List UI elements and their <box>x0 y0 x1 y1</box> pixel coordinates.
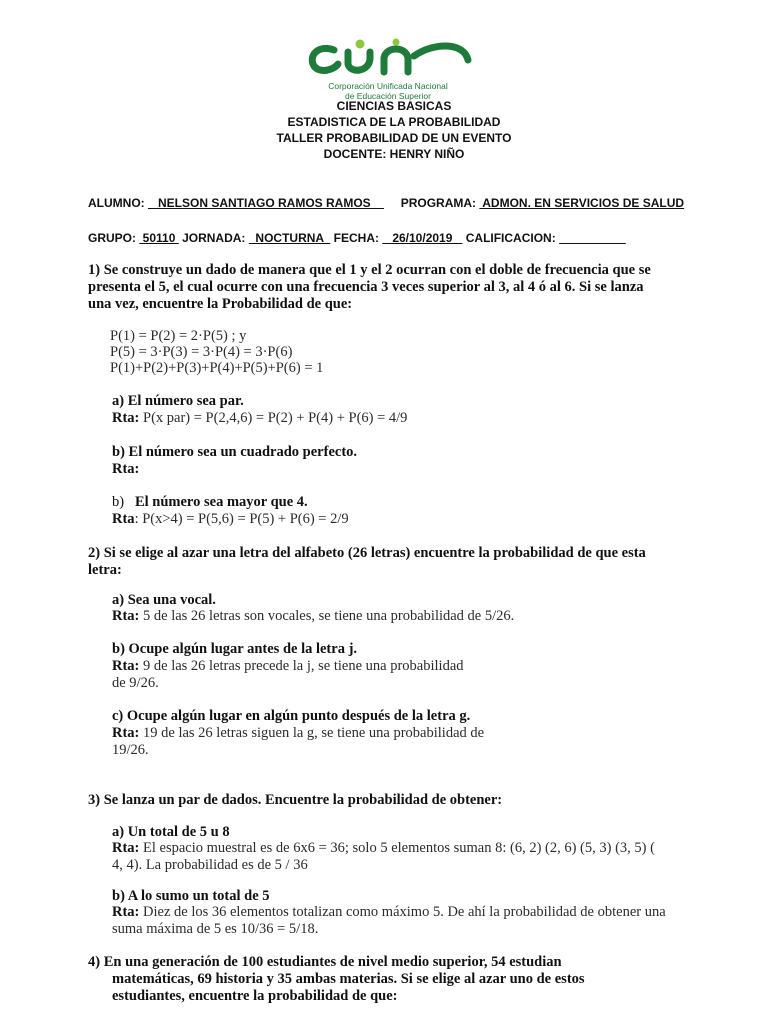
q1-line2: presenta el 5, el cual ocurre con una frecuencia 3 veces superior al 3, al 4 ó al 6. Si se lanza <box>88 279 644 295</box>
q3-a-answer2: 4, 4). La probabilidad es de 5 / 36 <box>112 857 308 873</box>
q2-b-answer-line <box>112 658 464 675</box>
header-subject: ESTADISTICA DE LA PROBABILIDAD <box>287 115 501 129</box>
q2-b-label: b) Ocupe algún lugar antes de la letra j. <box>112 641 358 657</box>
q1-b-label: b) El número sea un cuadrado perfecto. <box>112 444 358 460</box>
q1-a-rta: Rta: <box>112 410 140 426</box>
header-teacher: DOCENTE: HENRY NIÑO <box>323 147 465 161</box>
q1-c-answer: : P(x>4) = P(5,6) = P(5) + P(6) = 2/9 <box>134 511 349 527</box>
q3-a-answer1: El espacio muestral es de 6x6 = 36; solo 5 elementos suman 8: (6, 2) (2, 6) (5, 3) (3, 5) ( <box>139 840 655 856</box>
q2-a-answer-line <box>112 608 514 625</box>
alumno-value: NELSON SANTIAGO RAMOS RAMOS <box>148 196 385 210</box>
header-course: CIENCIAS BASICAS <box>336 99 452 113</box>
q3-b-answer1: Diez de los 36 elementos totalizan como máximo 5. De ahí la probabilidad de obtener una <box>139 904 666 920</box>
q3-a-rta: Rta: <box>112 840 140 856</box>
q1-c-rta: Rta <box>112 511 135 527</box>
q2-c-rta: Rta: <box>112 725 140 741</box>
q2-c-answer2: 19/26. <box>112 742 149 758</box>
brand-name-line2: de Educación Superior <box>344 91 431 101</box>
q1-c-prefix: b) <box>112 494 135 510</box>
jornada-label: JORNADA: <box>182 231 246 245</box>
q3-line1: 3) Se lanza un par de dados. Encuentre la probabilidad de obtener: <box>88 792 503 808</box>
grupo-label: GRUPO: <box>88 231 136 245</box>
q2-c-label: c) Ocupe algún lugar en algún punto después de la letra g. <box>112 708 471 724</box>
jornada-value: NOCTURNA <box>248 231 331 245</box>
q3-b-answer-line <box>112 904 666 921</box>
q2-b-answer2: de 9/26. <box>112 675 159 691</box>
q2-c-answer1: 19 de las 26 letras siguen la g, se tiene una probabilidad de <box>139 725 485 741</box>
q2-line1: 2) Si se elige al azar una letra del alfabeto (26 letras) encuentre la probabilidad de que esta <box>88 545 646 561</box>
q4-line1: 4) En una generación de 100 estudiantes de nivel medio superior, 54 estudian <box>88 954 562 970</box>
q3-a-answer-line <box>112 840 655 857</box>
q1-a-answer-line <box>112 410 407 427</box>
q1-eq3: P(1)+P(2)+P(3)+P(4)+P(5)+P(6) = 1 <box>110 360 324 376</box>
q4-line2: matemáticas, 69 historia y 35 ambas materias. Si se elige al azar uno de estos <box>112 971 585 987</box>
q1-a-answer: P(x par) = P(2,4,6) = P(2) + P(4) + P(6) = 4/9 <box>139 410 408 426</box>
grupo-value: 50110 <box>139 231 179 245</box>
q2-line2: letra: <box>88 562 122 578</box>
q4-line3: estudiantes, encuentre la probabilidad de que: <box>112 988 398 1004</box>
programa-value: ADMON. EN SERVICIOS DE SALUD <box>479 196 685 210</box>
programa-label: PROGRAMA: <box>400 196 477 210</box>
q3-b-rta: Rta: <box>112 904 140 920</box>
q3-b-label: b) A lo sumo un total de 5 <box>112 888 270 904</box>
q1-c-answer-line <box>112 511 349 528</box>
q1-c-label-line <box>112 494 308 511</box>
q1-line3: una vez, encuentre la Probabilidad de que: <box>88 296 353 312</box>
student-row <box>88 196 684 210</box>
calificacion-value <box>559 231 626 245</box>
calificacion-label: CALIFICACION: <box>465 231 556 245</box>
q1-a-label: a) El número sea par. <box>112 393 244 409</box>
q3-b-answer2: suma máxima de 5 es 10/36 = 5/18. <box>112 921 319 937</box>
q2-c-answer-line <box>112 725 484 742</box>
header-workshop: TALLER PROBABILIDAD DE UN EVENTO <box>276 131 512 145</box>
q2-b-answer1: 9 de las 26 letras precede la j, se tiene una probabilidad <box>139 658 464 674</box>
q1-c-label: El número sea mayor que 4. <box>134 494 308 510</box>
fecha-value: 26/10/2019 <box>382 231 463 245</box>
brand-name-line1: Corporación Unificada Nacional <box>328 81 448 91</box>
fecha-label: FECHA: <box>333 231 379 245</box>
q3-a-label: a) Un total de 5 u 8 <box>112 824 230 840</box>
q1-b-rta: Rta: <box>112 461 140 477</box>
q1-eq1: P(1) = P(2) = 2·P(5) ; y <box>110 328 247 344</box>
q2-b-rta: Rta: <box>112 658 140 674</box>
q1-eq2: P(5) = 3·P(3) = 3·P(4) = 3·P(6) <box>110 344 293 360</box>
q1-line1: 1) Se construye un dado de manera que el 1 y el 2 ocurran con el doble de frecuencia que se <box>88 262 651 278</box>
q2-a-label: a) Sea una vocal. <box>112 592 216 608</box>
q2-a-rta: Rta: <box>112 608 140 624</box>
q2-a-answer: 5 de las 26 letras son vocales, se tiene una probabilidad de 5/26. <box>139 608 515 624</box>
alumno-label: ALUMNO: <box>88 196 145 210</box>
group-row <box>88 231 626 245</box>
